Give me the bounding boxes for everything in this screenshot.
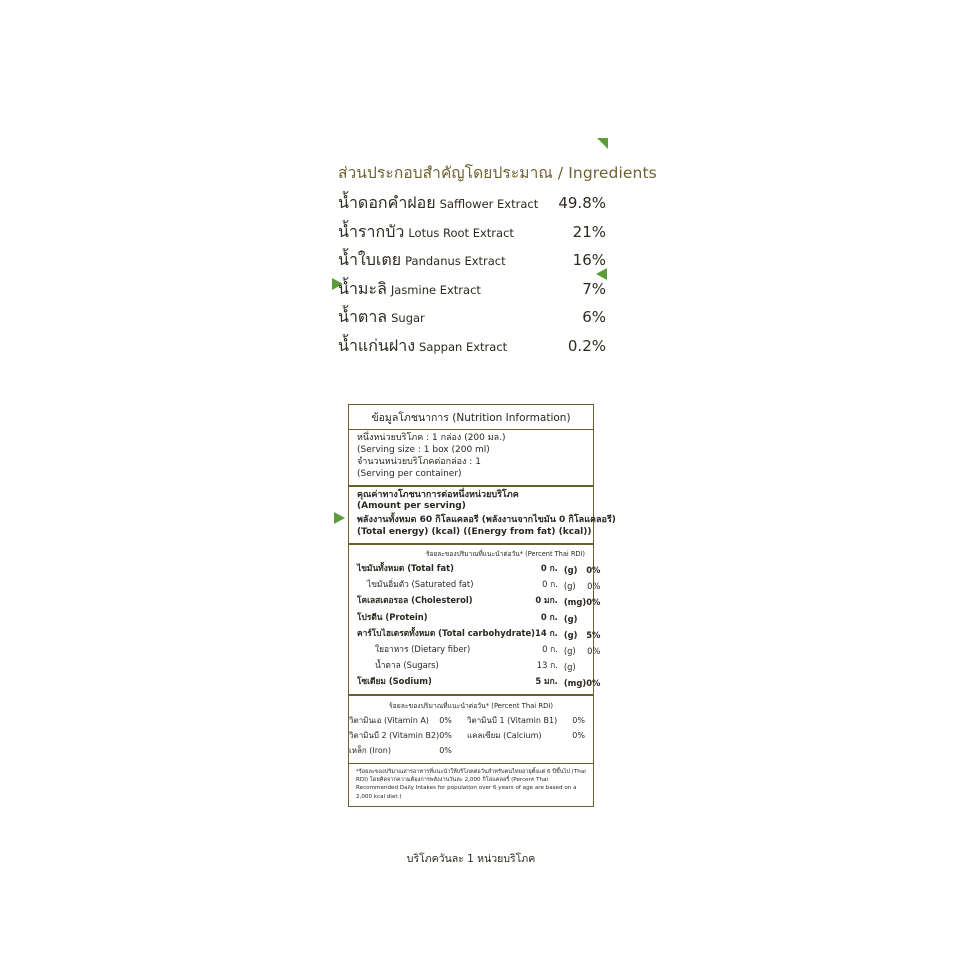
vitamins-table bbox=[349, 713, 593, 759]
vitamin-percent: 0% bbox=[572, 731, 585, 741]
nutrient-value: 14 ก. bbox=[535, 627, 558, 638]
ingredient-percent: 7% bbox=[582, 279, 606, 298]
arrow-right-secondary-icon bbox=[334, 512, 345, 524]
table-row bbox=[349, 625, 608, 641]
nutrient-percent bbox=[586, 657, 608, 673]
ingredient-row bbox=[338, 223, 606, 241]
ingredient-row bbox=[338, 337, 606, 355]
ingredient-percent: 0.2% bbox=[567, 336, 606, 355]
amount-per-serving-th: คุณค่าทางโภชนาการต่อหนึ่งหน่วยบริโภค bbox=[357, 489, 519, 500]
vitamin-name bbox=[467, 743, 557, 758]
ingredient-name-th: น้ำใบเตย bbox=[338, 250, 402, 269]
ingredient-name-th: น้ำแก่นฝาง bbox=[338, 335, 416, 355]
nutrition-panel-title: ข้อมูลโภชนาการ (Nutrition Information) bbox=[371, 412, 571, 424]
vitamin-name: เหล็ก (Iron) bbox=[349, 746, 391, 756]
nutrient-name: โปรตีน (Protein) bbox=[357, 611, 428, 622]
ingredients-section bbox=[338, 160, 657, 365]
nutrient-unit: (g) bbox=[563, 646, 576, 657]
amount-per-serving-section bbox=[349, 487, 616, 544]
nutrient-name: ไขมันอิ่มตัว (Saturated fat) bbox=[367, 579, 474, 590]
vitamin-percent: 0% bbox=[439, 746, 452, 756]
corner-accent-icon bbox=[597, 138, 608, 149]
vitamins-rdi-header: ร้อยละของปริมาณที่แนะนำต่อวัน* (Percent Thai RDI) bbox=[389, 701, 553, 710]
daily-serving-note: บริโภควันละ 1 หน่วยบริโภค bbox=[406, 853, 536, 865]
nutrient-value: 5 มก. bbox=[535, 676, 558, 687]
vitamin-percent: 0% bbox=[572, 715, 585, 725]
table-row bbox=[349, 560, 608, 576]
table-row bbox=[349, 576, 608, 592]
table-row bbox=[349, 592, 608, 608]
nutrient-value: 0 ก. bbox=[540, 611, 558, 622]
table-row bbox=[349, 673, 608, 689]
table-row bbox=[349, 713, 593, 728]
ingredient-name-en: Lotus Root Extract bbox=[408, 225, 514, 240]
total-energy-th: พลังงานทั้งหมด 60 กิโลแคลอรี (พลังงานจากไขมัน 0 กิโลแคลอรี) bbox=[357, 515, 616, 526]
ingredient-row bbox=[338, 308, 606, 326]
table-row bbox=[349, 657, 608, 673]
nutrient-percent: 5% bbox=[586, 629, 601, 640]
nutrient-value: 0 ก. bbox=[540, 563, 558, 574]
ingredient-name-th: น้ำรากบัว bbox=[338, 221, 405, 241]
vitamin-percent: 0% bbox=[439, 731, 452, 741]
nutrient-value: 0 มก. bbox=[535, 595, 558, 606]
serving-info-section bbox=[349, 430, 593, 485]
table-row bbox=[349, 743, 593, 758]
nutrient-unit: (g) bbox=[563, 581, 576, 592]
nutrient-percent: 0% bbox=[586, 678, 601, 689]
nutrient-percent: 0% bbox=[586, 597, 601, 608]
ingredient-name-en: Jasmine Extract bbox=[390, 282, 481, 297]
servings-per-container-th: จำนวนหน่วยบริโภคต่อกล่อง : 1 bbox=[357, 456, 481, 467]
vitamin-percent: 0% bbox=[439, 715, 452, 725]
ingredient-percent: 16% bbox=[572, 251, 606, 269]
nutrient-value: 13 ก. bbox=[536, 660, 558, 671]
table-row bbox=[349, 728, 593, 743]
total-energy-en: (Total energy) (kcal) ((Energy from fat) (kcal)) bbox=[357, 527, 592, 538]
ingredient-row bbox=[338, 251, 606, 269]
ingredient-percent: 6% bbox=[582, 308, 606, 326]
nutrient-percent: 0% bbox=[586, 565, 601, 576]
ingredient-names bbox=[338, 251, 506, 269]
ingredient-name-en: Sappan Extract bbox=[419, 339, 508, 354]
nutrient-unit: (g) bbox=[563, 662, 576, 673]
ingredients-title: ส่วนประกอบสำคัญโดยประมาณ / Ingredients bbox=[338, 164, 657, 182]
serving-size-en: (Serving size : 1 box (200 ml) bbox=[357, 444, 490, 455]
nutrient-unit: (g) bbox=[563, 565, 578, 576]
servings-per-container-en: (Serving per container) bbox=[357, 468, 462, 479]
vitamin-name: แคลเซียม (Calcium) bbox=[467, 731, 542, 741]
ingredient-name-en: Pandanus Extract bbox=[405, 254, 506, 268]
nutrient-value: 0 ก. bbox=[542, 579, 558, 590]
ingredient-names bbox=[338, 308, 425, 326]
ingredient-row bbox=[338, 280, 606, 298]
nutrient-unit: (g) bbox=[563, 629, 578, 640]
ingredient-names bbox=[338, 223, 514, 241]
serving-size-th: หนึ่งหน่วยบริโภค : 1 กล่อง (200 มล.) bbox=[357, 433, 506, 443]
vitamin-name: วิตามินบี 2 (Vitamin B2) bbox=[349, 731, 440, 741]
nutrition-facts-panel bbox=[348, 404, 616, 807]
nutrient-unit: (mg) bbox=[563, 597, 587, 608]
ingredient-names bbox=[338, 194, 538, 212]
nutrient-percent: 0% bbox=[587, 646, 601, 657]
table-row bbox=[349, 609, 608, 625]
nutrient-percent bbox=[586, 609, 608, 625]
table-row bbox=[349, 641, 608, 657]
vitamin-name: วิตามินเอ (Vitamin A) bbox=[349, 715, 429, 725]
ingredient-names bbox=[338, 337, 507, 355]
nutrient-unit: (mg) bbox=[563, 678, 587, 689]
ingredient-names bbox=[338, 280, 481, 298]
nutrient-name: ใยอาหาร (Dietary fiber) bbox=[375, 644, 471, 655]
ingredient-name-en: Sugar bbox=[391, 311, 425, 325]
nutrient-name: โซเดียม (Sodium) bbox=[357, 676, 432, 687]
vitamin-percent bbox=[557, 743, 593, 758]
rdi-footnote: *ร้อยละของปริมาณสารอาหารที่แนะนำให้บริโภคต่อวันสำหรับคนไทยอายุตั้งแต่ 6 ปีขึ้นไป (Thai RDI) โดยคิดจากความต้องการพลังงานวันละ 2,000 กิโลแคลอรี่ (Percent Thai Recommended Daily Intakes for population over 6 years of age are based on a 2,000 kcal diet.) bbox=[356, 768, 586, 800]
ingredient-name-th: น้ำดอกคำฝอย bbox=[338, 193, 436, 212]
ingredient-row bbox=[338, 194, 606, 212]
nutrient-name: น้ำตาล (Sugars) bbox=[375, 660, 439, 671]
ingredient-name-en: Safflower Extract bbox=[439, 197, 539, 211]
nutrient-value: 0 ก. bbox=[542, 644, 558, 655]
nutrient-table bbox=[349, 560, 608, 690]
percent-thai-rdi-header: ร้อยละของปริมาณที่แนะนำต่อวัน* (Percent Thai RDI) bbox=[425, 550, 585, 558]
vitamin-name: วิตามินบี 1 (Vitamin B1) bbox=[467, 715, 558, 725]
nutrient-name: คาร์โบไฮเดรตทั้งหมด (Total carbohydrate) bbox=[357, 627, 536, 638]
ingredient-name-th: น้ำมะลิ bbox=[338, 278, 387, 298]
ingredient-percent: 49.8% bbox=[558, 194, 606, 212]
ingredient-percent: 21% bbox=[572, 222, 606, 241]
ingredient-name-th: น้ำตาล bbox=[338, 307, 388, 326]
nutrient-unit: (g) bbox=[563, 613, 578, 624]
amount-per-serving-en: (Amount per serving) bbox=[357, 501, 466, 512]
nutrient-percent: 0% bbox=[587, 581, 601, 592]
nutrient-name: ไขมันทั้งหมด (Total fat) bbox=[357, 563, 454, 574]
nutrient-name: โคเลสเตอรอล (Cholesterol) bbox=[357, 595, 473, 606]
